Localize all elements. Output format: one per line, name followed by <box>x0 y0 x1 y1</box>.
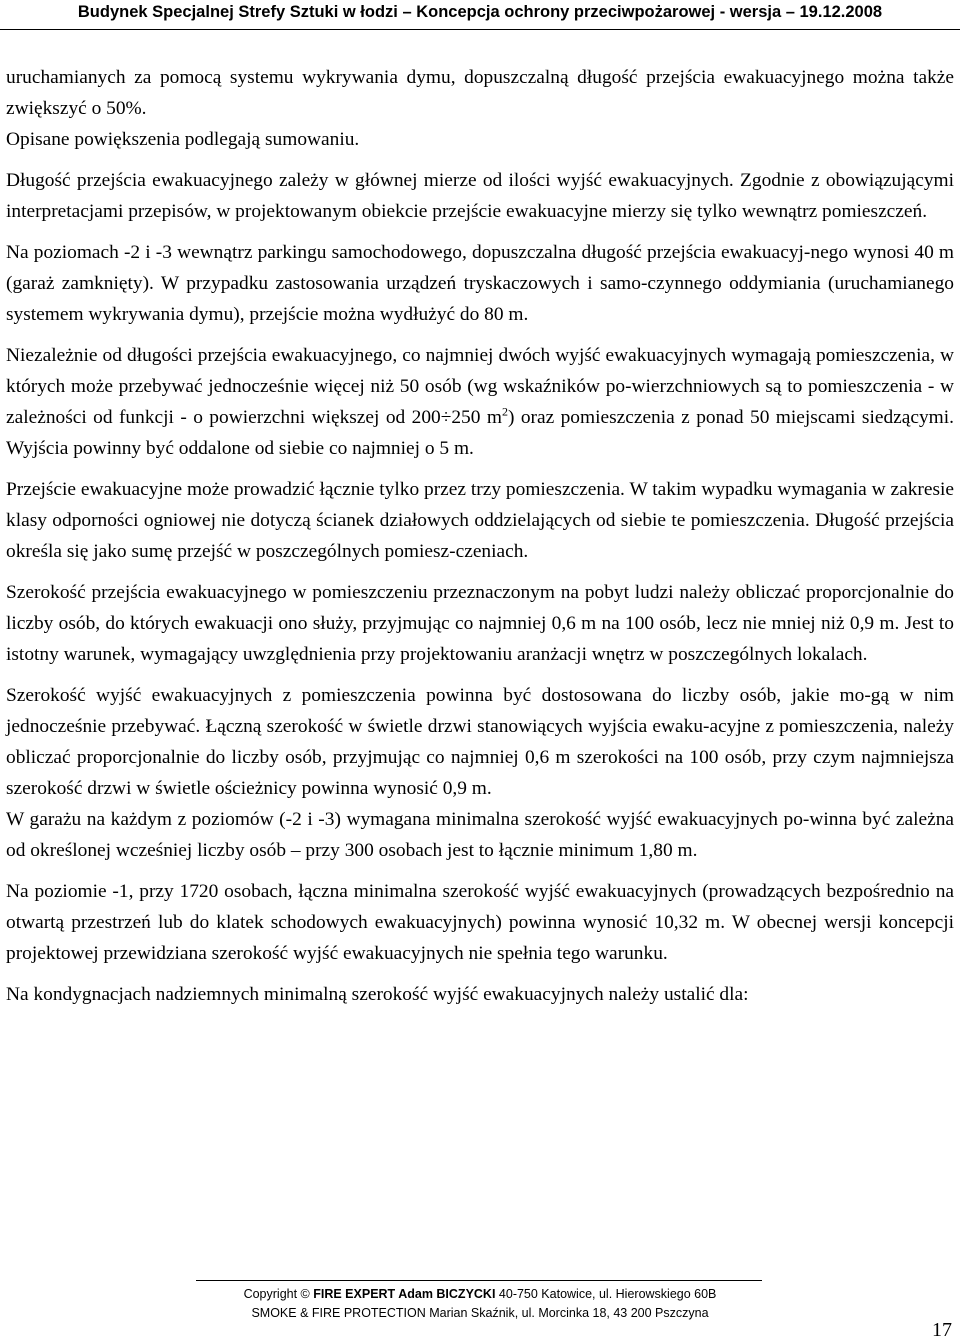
paragraph-5 <box>6 340 954 464</box>
page-header: Budynek Specjalnej Strefy Sztuki w łodzi – Koncepcja ochrony przeciwpożarowej - wersja – 19.12.2008 <box>77 3 883 21</box>
paragraph-11: Na kondygnacjach nadziemnych minimalną szerokość wyjść ewakuacyjnych należy ustalić dla: <box>6 984 749 1005</box>
paragraph-8: Szerokość wyjść ewakuacyjnych z pomieszczenia powinna być dostosowana do liczby osób, jakie mo-gą w nim jednocześnie przebywać. Łączną szerokość w świetle drzwi stanowiących wyjścia ewaku-acyjne z pomieszczenia, należy obliczać proporcjonalnie do liczby osób, przyjmując co najmniej 0,6 m szerokości na 100 osób, przy czym najmniejsza szerokość drzwi w świetle ościeżnicy powinna wynosić 0,9 m. <box>6 685 954 799</box>
footer-address: 40-750 Katowice, ul. Hierowskiego 60B <box>495 1287 717 1301</box>
paragraph-4: Na poziomach -2 i -3 wewnątrz parkingu samochodowego, dopuszczalna długość przejścia ewakuacyj-nego wynosi 40 m (garaż zamknięty). W przypadku zastosowania urządzeń tryskaczowych i samo-czynnego oddymiania (uruchamianego systemem wykrywania dymu), przejście można wydłużyć do 80 m. <box>6 242 954 325</box>
superscript-2: 2 <box>501 404 508 419</box>
footer-line-1 <box>0 1285 960 1304</box>
header-divider <box>0 29 960 30</box>
paragraph-6: Przejście ewakuacyjne może prowadzić łącznie tylko przez trzy pomieszczenia. W takim wypadku wymagania w zakresie klasy odporności ogniowej nie dotyczą ścianek działowych oddzielających od siebie te pomieszczenia. Długość przejścia określa się jako sumę przejść w poszczególnych pomiesz-czeniach. <box>6 479 954 562</box>
footer-company-name: FIRE EXPERT Adam BICZYCKI <box>313 1287 496 1301</box>
paragraph-9: W garażu na każdym z poziomów (-2 i -3) wymagana minimalna szerokość wyjść ewakuacyjnych po-winna być zależna od określonej wcześniej liczby osób – przy 300 osobach jest to łącznie minimum 1,80 m. <box>6 809 954 861</box>
page-footer <box>0 1285 960 1323</box>
paragraph-1: uruchamianych za pomocą systemu wykrywania dymu, dopuszczalną długość przejścia ewakuacyjnego można także zwiększyć o 50%. <box>6 67 954 119</box>
footer-line-2: SMOKE & FIRE PROTECTION Marian Skaźnik, ul. Morcinka 18, 43 200 Pszczyna <box>251 1306 709 1320</box>
paragraph-7: Szerokość przejścia ewakuacyjnego w pomieszczeniu przeznaczonym na pobyt ludzi należy obliczać proporcjonalnie do liczby osób, do których ewakuacji ono służy, przyjmując co najmniej 0,6 m na 100 osób, lecz nie mniej niż 0,9 m. Jest to istotny warunek, wymagający uwzględnienia przy projektowaniu aranżacji wnętrz w poszczególnych lokalach. <box>6 582 954 665</box>
paragraph-3: Długość przejścia ewakuacyjnego zależy w głównej mierze od ilości wyjść ewakuacyjnych. Zgodnie z obowiązującymi interpretacjami przepisów, w projektowanym obiekcie przejście ewakuacyjne mierzy się tylko wewnątrz pomieszczeń. <box>6 170 954 222</box>
paragraph-2: Opisane powiększenia podlegają sumowaniu. <box>6 129 360 150</box>
footer-copyright: Copyright © <box>243 1287 314 1301</box>
footer-divider <box>196 1280 762 1281</box>
paragraph-5-part-a: Niezależnie od długości przejścia ewakuacyjnego, co najmniej dwóch wyjść ewakuacyjnych wymagają pomieszczenia, w których może przebywać jednocześnie więcej niż 50 osób (wg wskaźników po-wierzchniowych są to pomieszczenia - w zależności od funkcji - o powierzchni większej od 200÷250 m <box>6 345 954 428</box>
page-number: 17 <box>932 1319 952 1341</box>
paragraph-5-part-b: ) oraz pomieszczenia z ponad 50 miejscami siedzącymi. Wyjścia powinny być oddalone od siebie co najmniej o 5 m. <box>6 407 954 459</box>
document-body <box>6 62 954 1020</box>
paragraph-10: Na poziomie -1, przy 1720 osobach, łączna minimalna szerokość wyjść ewakuacyjnych (prowadzących bezpośrednio na otwartą przestrzeń lub do klatek schodowych ewakuacyjnych) powinna wynosić 10,32 m. W obecnej wersji koncepcji projektowej przewidziana szerokość wyjść ewakuacyjnych nie spełnia tego warunku. <box>6 881 954 964</box>
